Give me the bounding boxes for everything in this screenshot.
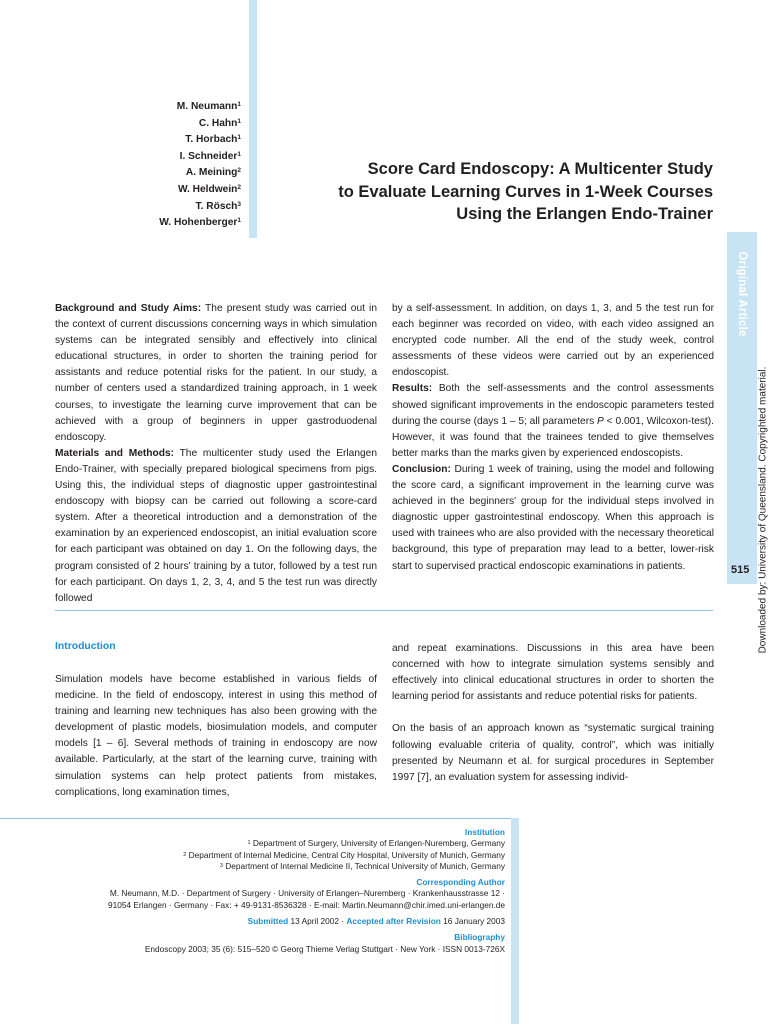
author-list xyxy=(159,98,241,231)
abstract-methods: Materials and Methods: The multicenter study used the Erlangen Endo-Trainer, with specially prepared biological specimens from pigs. Using this, the individual steps of diagnostic upper gastrointestinal endoscopy with biopsy can be carried out following a score-card system. After a theoretical introduction and a demonstration of the examination by an experienced endoscopist, an initial evaluation score for each participant was obtained on day 1. On the following days, the program consisted of 2 hours' training by a tutor, followed by a test run for each participant. On days 1, 2, 3, 4, and 5 the test run was directly followed xyxy=(55,447,378,604)
article-info-footer xyxy=(25,827,505,955)
body-paragraph: Simulation models have become established in various fields of medicine. In the field of endoscopy, interest in using this method of training and learning new techniques has also been growing with the development of plastic models, biosimulation models, and computer models [1 – 6]. Several methods of training in endoscopy are now available. Particularly, at the start of the learning curve, training with simulation systems can help protect patients from mistakes, complications, long examination times, xyxy=(55,674,377,798)
institution-label: Institution xyxy=(464,827,505,837)
page-number: 515 xyxy=(731,564,750,576)
author: C. Hahn$^1$ xyxy=(198,117,241,129)
institution-line: $^3$ Department of Internal Medicine II, Technical University of Munich, Germany xyxy=(219,860,505,871)
author: M. Neumann$^1$ xyxy=(176,101,241,112)
abstract-divider xyxy=(55,610,713,611)
bibliography-label: Bibliography xyxy=(454,932,505,943)
abstract-conclusion: Conclusion: During 1 week of training, using the model and following the score card, a significant improvement in the learning curve was achieved in the beginners' group for the individual steps involved in diagnostic upper gastrointestinal endoscopy. When this approach is used with trainees who are also provided with the necessary theoretical background, this type of preparation may lead to a better, lower-risk start to supervised practical endoscopic examinations in patients. xyxy=(392,463,714,572)
abstract-results: Results: Both the self-assessments and the control assessments showed significant improvements in the endoscopic parameters tested during the course (days 1 – 5; all parameters P < 0.001, Wilcoxon-test). However, it was found that the trainees tended to give themselves better marks than the marks given by experienced endoscopists. xyxy=(392,383,714,459)
introduction-left-column xyxy=(55,672,377,801)
author: W. Hohenberger$^1$ xyxy=(159,217,241,229)
abstract-background: Background and Study Aims: The present study was carried out in the context of current discussions concerning ways in which simulation systems can be integrated sensibly and effectively into clinical educational structures, in order to shorten the training period for assistants and reduce potential risks for the patient. In our study, a number of centers used a standardized training approach, in 1 week courses, to investigate the learning curve improvement that can be achieved with a group of beginners in upper gastroduodenal endoscopy. xyxy=(55,303,377,443)
abstract-left-column xyxy=(55,301,377,607)
footer-accent-bar xyxy=(511,818,519,1024)
institution-line: $^1$ Department of Surgery, University of Erlangen-Nuremberg, Germany xyxy=(247,838,505,849)
article-title: Score Card Endoscopy: A Multicenter Study to Evaluate Learning Curves in 1-Week Courses Using the Erlangen Endo-Trainer xyxy=(338,160,713,223)
author: T. Horbach$^1$ xyxy=(185,134,241,146)
body-paragraph: On the basis of an approach known as “systematic surgical training following evaluable criteria of quality, control”, which was initially presented by Neumann et al. for surgical procedures in September 1997 [7], an evaluation system for assessing individ- xyxy=(392,723,714,783)
download-note: Downloaded by: University of Queensland. Copyrighted material. xyxy=(757,366,768,654)
body-paragraph: and repeat examinations. Discussions in this area have been concerned with how to integrate simulation systems sensibly and effectively into clinical educational structures in order to shorten the learning period for assistants and reduce potential risks for patients. xyxy=(392,643,714,703)
author: T. Rösch$^3$ xyxy=(195,200,241,212)
author: A. Meining$^2$ xyxy=(185,167,241,179)
footer-divider xyxy=(0,818,511,819)
submission-dates: Submitted 13 April 2002 · Accepted after Revision 16 January 2003 xyxy=(247,916,505,927)
section-label: Original Article xyxy=(736,251,748,337)
corresponding-author-line: M. Neumann, M.D. · Department of Surgery · University of Erlangen–Nuremberg · Krankenhausstrasse 12 · xyxy=(109,888,505,899)
corresponding-author-line: 91054 Erlangen · Germany · Fax: + 49-9131-8536328 · E-mail: Martin.Neumann@chir.imed.uni-erlangen.de xyxy=(108,899,505,910)
introduction-heading: Introduction xyxy=(55,641,116,652)
abstract-right-column xyxy=(392,301,714,575)
abstract-continuation: by a self-assessment. In addition, on days 1, 3, and 5 the test run for each beginner was recorded on video, with each video assigned an encrypted code number. All the end of the study week, control assessments of these videos were carried out by an experienced endoscopist. xyxy=(392,303,714,379)
introduction-right-column xyxy=(392,641,714,786)
author: W. Heldwein$^2$ xyxy=(177,183,241,195)
author: I. Schneider$^1$ xyxy=(179,150,241,162)
institution-line: $^2$ Department of Internal Medicine, Central City Hospital, University of Munich, Germany xyxy=(183,849,505,860)
bibliography-text: Endoscopy 2003; 35 (6): 515–520 © Georg Thieme Verlag Stuttgart · New York · ISSN 0013-726X xyxy=(144,943,505,954)
top-accent-bar xyxy=(249,0,257,238)
corresponding-author-label: Corresponding Author xyxy=(416,877,505,888)
